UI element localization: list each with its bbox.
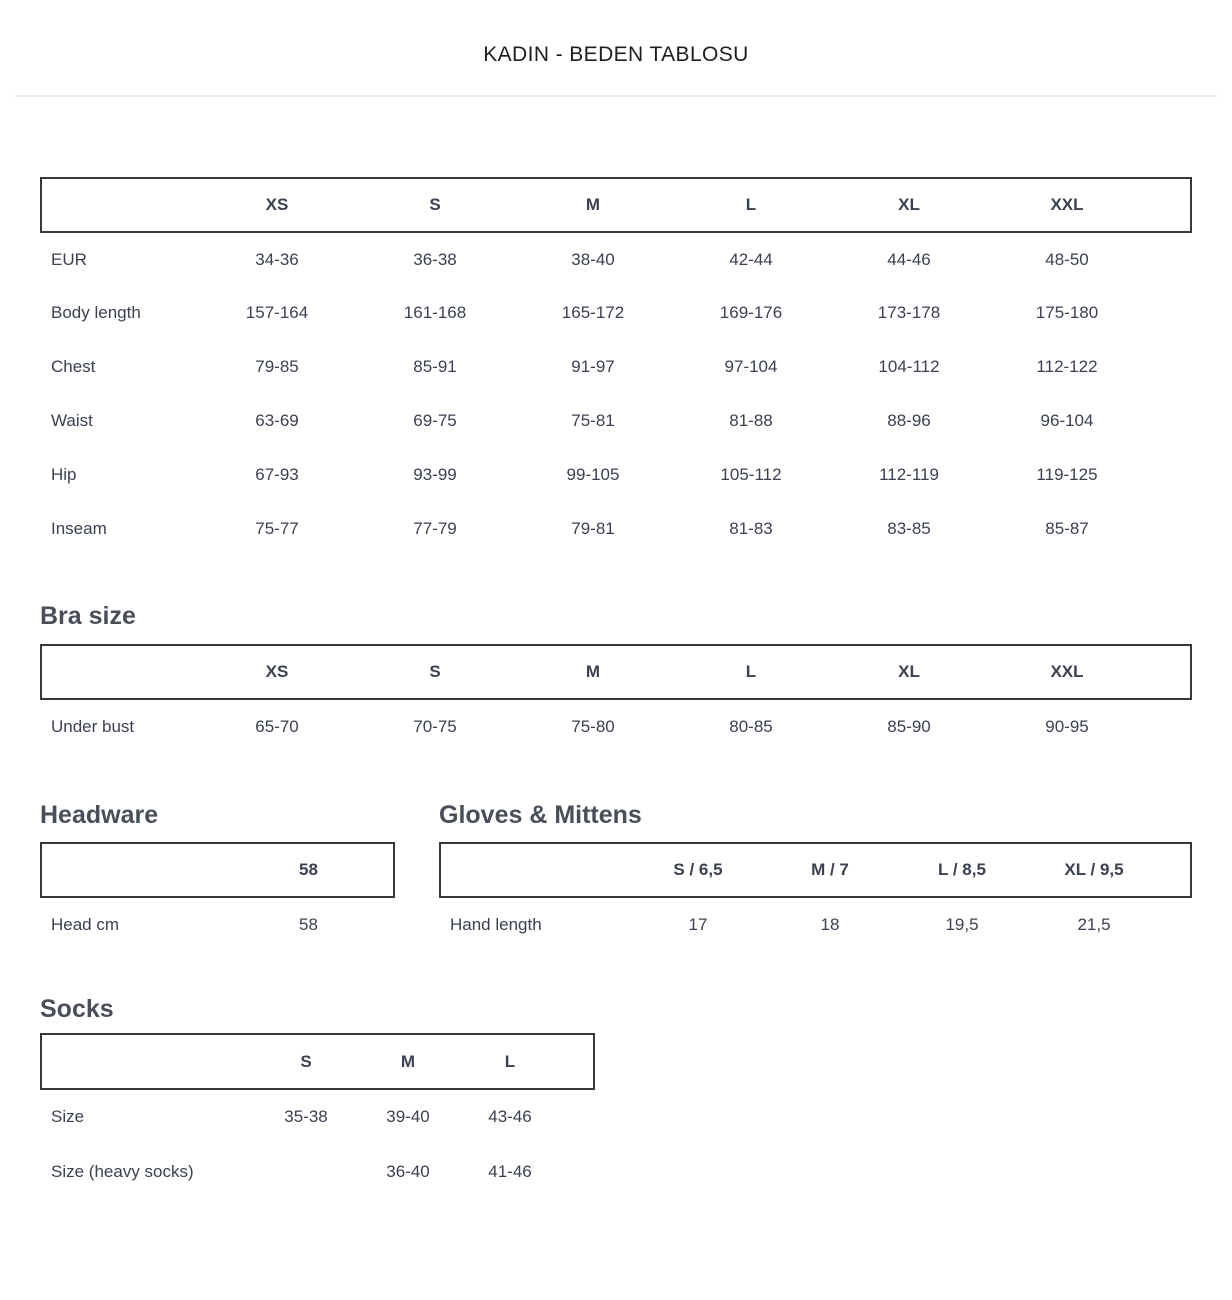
- size-value: 75-77: [255, 519, 299, 538]
- size-value: 58: [299, 914, 318, 934]
- size-value: 42-44: [729, 249, 773, 269]
- header-spacer: [41, 645, 198, 699]
- column-header-m7: M / 7: [811, 860, 849, 879]
- size-value: 173-178: [877, 303, 941, 322]
- headware-section: [40, 801, 395, 951]
- size-value: 91-97: [571, 357, 615, 376]
- table-row-head-cm: [41, 897, 394, 951]
- row-label: Size: [51, 1107, 85, 1126]
- bra-size-heading: Bra size: [40, 602, 136, 630]
- column-header-xl95: XL / 9,5: [1064, 860, 1124, 879]
- table-row-size-heavy-socks: [41, 1144, 594, 1199]
- header-spacer: [440, 843, 632, 897]
- socks-heading: Socks: [40, 995, 114, 1023]
- gloves-mittens-section: [439, 801, 1192, 951]
- size-value: 17: [688, 914, 708, 934]
- header-spacer: [41, 1034, 255, 1089]
- row-label: Under bust: [51, 716, 135, 736]
- size-value: 112-119: [879, 465, 939, 484]
- row-label: EUR: [51, 249, 87, 269]
- size-value: 38-40: [571, 249, 615, 269]
- header-spacer: [386, 843, 394, 897]
- size-value: 63-69: [255, 411, 299, 430]
- table-row-eur: [41, 232, 1191, 286]
- size-value: 36-38: [413, 249, 457, 269]
- size-value: 104-112: [878, 357, 940, 376]
- row-label: Size (heavy socks): [51, 1161, 194, 1181]
- size-value: 35-38: [284, 1107, 328, 1126]
- size-value: 65-70: [255, 716, 299, 736]
- size-value: 69-75: [413, 411, 457, 430]
- size-value: 48-50: [1045, 249, 1089, 269]
- size-value: 169-176: [719, 303, 783, 322]
- size-value: 80-85: [729, 716, 773, 736]
- column-header-l85: L / 8,5: [938, 860, 986, 879]
- column-header-l: L: [745, 195, 757, 214]
- bra-size-table: [40, 644, 1192, 753]
- size-value: 161-168: [403, 303, 467, 322]
- size-value: 39-40: [386, 1107, 430, 1126]
- size-value: 44-46: [887, 249, 931, 269]
- header-spacer: [41, 178, 198, 232]
- size-value: 175-180: [1035, 303, 1099, 322]
- size-value: 96-104: [1040, 411, 1094, 430]
- headware-table: [40, 842, 395, 951]
- size-chart-content: [40, 177, 1192, 1199]
- size-value: 67-93: [255, 465, 299, 484]
- column-header-xs: XS: [265, 195, 289, 214]
- row-label: Body length: [51, 303, 141, 322]
- column-header-xl: XL: [898, 195, 920, 214]
- size-value: 83-85: [887, 519, 931, 538]
- header-spacer: [1146, 178, 1191, 232]
- size-value: 88-96: [887, 411, 931, 430]
- column-header-s65: S / 6,5: [673, 860, 723, 879]
- bra-size-section: [40, 602, 1192, 753]
- header-spacer: [41, 843, 231, 897]
- gloves-mittens-table: [439, 842, 1192, 951]
- table-row-hand-length: [440, 897, 1191, 951]
- column-header-s: S: [429, 195, 441, 214]
- main-size-table: [40, 177, 1192, 556]
- table-row-waist: [41, 394, 1191, 448]
- socks-section: [40, 995, 1192, 1199]
- size-value: 119-125: [1036, 465, 1098, 484]
- table-row-inseam: [41, 502, 1191, 556]
- size-value: 93-99: [413, 465, 457, 484]
- main-table-header-row: [41, 178, 1191, 232]
- size-value: 43-46: [488, 1107, 532, 1126]
- size-value: 75-81: [571, 411, 615, 430]
- headware-heading: Headware: [40, 801, 159, 829]
- size-value: 81-83: [729, 519, 773, 538]
- header-spacer: [1160, 843, 1191, 897]
- headware-header-row: [41, 843, 394, 897]
- size-value: 79-85: [255, 357, 299, 376]
- column-header-l: L: [504, 1051, 516, 1071]
- bra-table-header-row: [41, 645, 1191, 699]
- column-header-xl: XL: [898, 662, 920, 681]
- header-spacer: [1146, 645, 1191, 699]
- row-label: Waist: [51, 411, 93, 430]
- table-row-body-length: [41, 286, 1191, 340]
- size-value: 112-122: [1036, 357, 1098, 376]
- gloves-header-row: [440, 843, 1191, 897]
- gloves-mittens-heading: Gloves & Mittens: [439, 801, 642, 829]
- size-value: 34-36: [255, 249, 299, 269]
- size-value: 157-164: [245, 303, 309, 322]
- column-header-m: M: [400, 1051, 416, 1071]
- size-value: 19,5: [945, 914, 979, 934]
- size-value: [255, 1144, 357, 1199]
- row-label: Inseam: [51, 519, 107, 538]
- column-header-xxl: XXL: [1050, 195, 1084, 214]
- size-value: 75-80: [571, 716, 615, 736]
- size-value: 97-104: [724, 357, 778, 376]
- column-header-m: M: [585, 662, 601, 681]
- column-header-s: S: [429, 662, 441, 681]
- size-value: 41-46: [488, 1161, 532, 1181]
- column-header-l: L: [745, 662, 757, 681]
- size-value: 36-40: [386, 1161, 430, 1181]
- column-header-xxl: XXL: [1050, 662, 1084, 681]
- size-value: 21,5: [1077, 914, 1111, 934]
- page-title: KADIN - BEDEN TABLOSU: [483, 43, 749, 66]
- column-header-s: S: [300, 1051, 312, 1071]
- column-header-58: 58: [299, 860, 318, 879]
- size-value: 99-105: [566, 465, 620, 484]
- socks-table: [40, 1033, 595, 1199]
- size-value: 85-90: [887, 716, 931, 736]
- size-value: 79-81: [571, 519, 615, 538]
- size-value: 85-91: [413, 357, 457, 376]
- row-label: Hip: [51, 465, 77, 484]
- socks-header-row: [41, 1034, 594, 1089]
- row-label: Hand length: [450, 914, 542, 934]
- table-row-under-bust: [41, 699, 1191, 753]
- row-label: Chest: [51, 357, 96, 376]
- size-value: 18: [820, 914, 840, 934]
- size-value: 165-172: [561, 303, 625, 322]
- divider: [15, 95, 1217, 97]
- headware-gloves-row: [40, 801, 1192, 951]
- table-row-chest: [41, 340, 1191, 394]
- column-header-m: M: [585, 195, 601, 214]
- size-value: 81-88: [729, 411, 773, 430]
- table-row-hip: [41, 448, 1191, 502]
- row-label: Head cm: [51, 914, 120, 934]
- size-value: 85-87: [1045, 519, 1089, 538]
- header-spacer: [561, 1034, 594, 1089]
- size-value: 90-95: [1045, 716, 1089, 736]
- size-value: 70-75: [413, 716, 457, 736]
- table-row-size: [41, 1089, 594, 1144]
- column-header-xs: XS: [265, 662, 289, 681]
- size-value: 105-112: [720, 465, 782, 484]
- size-value: 77-79: [413, 519, 457, 538]
